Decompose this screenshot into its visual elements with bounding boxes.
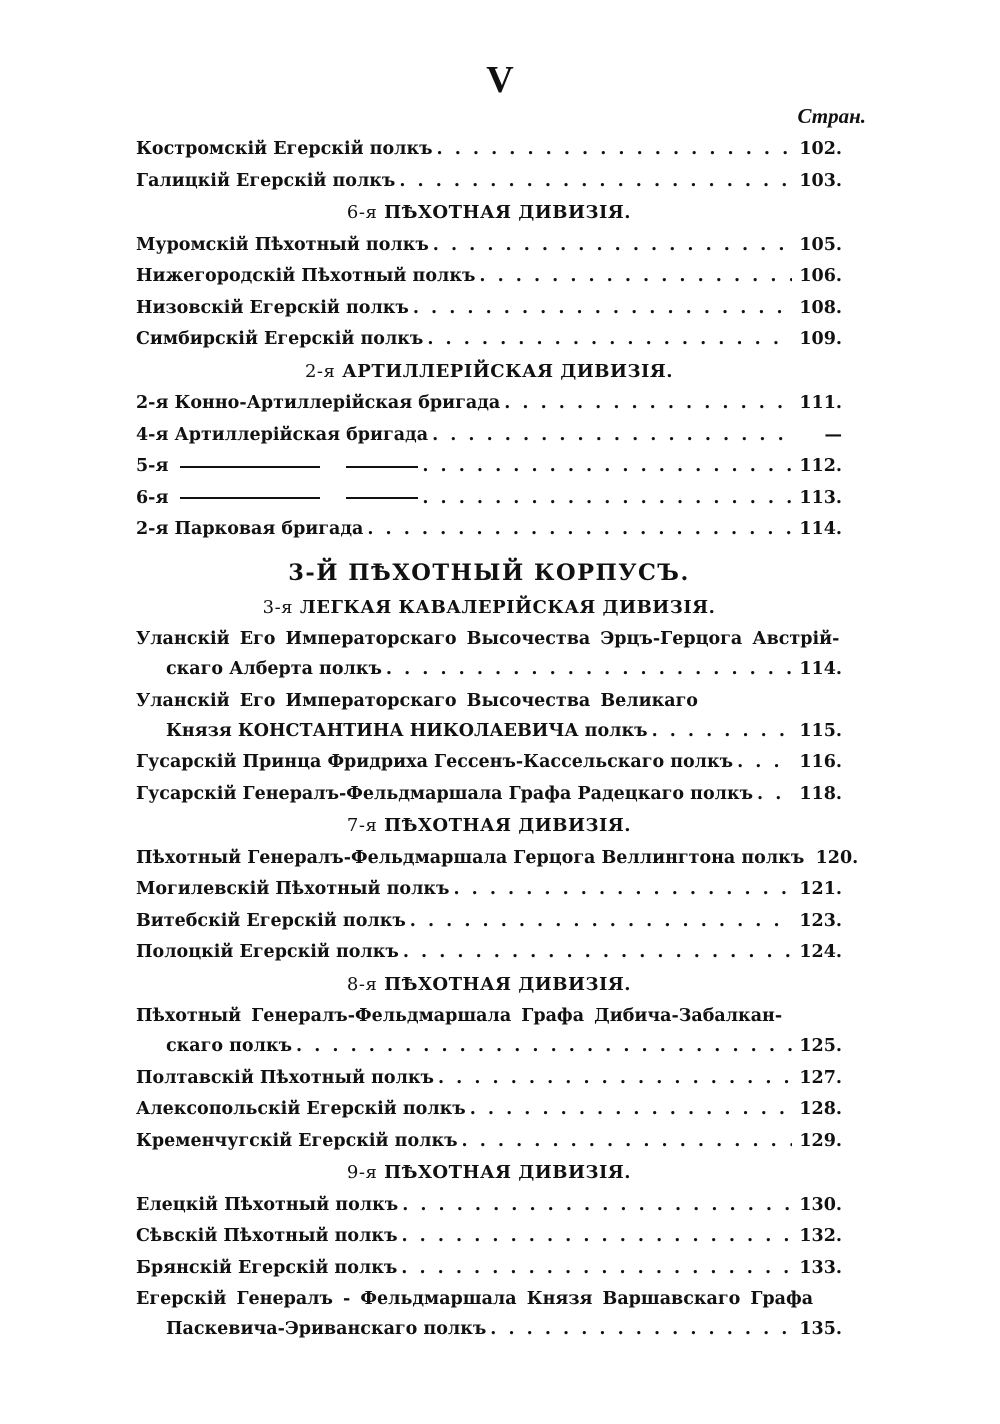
- toc-entry-label: 2-я Парковая бригада: [136, 519, 364, 539]
- toc-entry-label: Уланскій Его Императорскаго Высочества Эрцъ-Герцога Австрій-: [136, 629, 840, 649]
- toc-entry: [136, 937, 842, 969]
- toc-entry-page: —: [824, 424, 842, 445]
- page-column-header: Стран.: [797, 104, 866, 128]
- toc-entry-page: 115.: [799, 720, 842, 741]
- division-heading: [136, 592, 842, 625]
- toc-entry-label: Могилевскій Пѣхотный полкъ: [136, 879, 450, 899]
- toc-entry: [136, 1094, 842, 1126]
- toc-entry-page: 120.: [815, 847, 859, 868]
- toc-entry-label: Гусарскій Принца Фридриха Гессенъ-Кассельскаго полкъ: [136, 752, 734, 772]
- table-of-contents: [136, 134, 859, 1346]
- dot-leader: [504, 388, 792, 420]
- toc-entry-line: [136, 1284, 842, 1314]
- dot-leader: [757, 779, 792, 811]
- ditto-dash: [180, 497, 320, 499]
- toc-entry-label: Пѣхотный Генералъ-Фельдмаршала Графа Дибича-Забалкан-: [136, 1006, 783, 1026]
- toc-entry-page: 133.: [799, 1257, 842, 1278]
- toc-entry-page: 103.: [799, 170, 842, 191]
- division-heading: [136, 969, 842, 1002]
- toc-entry-label: Паскевича-Эриванскаго полкъ: [166, 1319, 487, 1339]
- toc-entry: [136, 1190, 842, 1222]
- toc-entry: [136, 230, 842, 262]
- ditto-dash: [346, 466, 418, 468]
- toc-entry-line: [136, 624, 842, 654]
- dot-leader: [437, 134, 792, 166]
- toc-entry-label: Сѣвскій Пѣхотный полкъ: [136, 1226, 398, 1246]
- division-heading: [136, 810, 842, 843]
- toc-entry-page: 127.: [799, 1067, 842, 1088]
- toc-entry: [136, 843, 859, 875]
- toc-entry-page: 114.: [799, 519, 842, 539]
- toc-entry-label: Егерскій Генералъ - Фельдмаршала Князя Варшавскаго Графа: [136, 1289, 814, 1309]
- toc-entry: [136, 134, 842, 166]
- toc-entry-label: Низовскій Егерскій полкъ: [136, 297, 409, 318]
- toc-entry: [136, 324, 842, 356]
- toc-entry-page: 112.: [799, 456, 842, 476]
- dot-leader: [737, 747, 792, 779]
- dot-leader: [438, 1063, 792, 1095]
- toc-entry-label: Витебскій Егерскій полкъ: [136, 910, 406, 931]
- corps-heading: 3-Й ПѢХОТНЫЙ КОРПУСЪ.: [288, 559, 690, 586]
- toc-entry: [136, 874, 842, 906]
- toc-entry: [136, 716, 842, 748]
- page-number: V: [486, 59, 514, 101]
- ditto-dash: [180, 466, 320, 468]
- dot-leader: [462, 1126, 792, 1158]
- toc-entry-line: [136, 686, 842, 716]
- toc-entry-page: 123.: [799, 910, 842, 931]
- dot-leader: [413, 293, 792, 325]
- dot-leader: [401, 1253, 792, 1285]
- toc-entry-label: Нижегородскій Пѣхотный полкъ: [136, 266, 476, 286]
- toc-entry-label: Симбирскій Егерскій полкъ: [136, 329, 424, 349]
- toc-entry-label: 6-я: [136, 487, 169, 508]
- toc-entry-page: 116.: [799, 752, 842, 772]
- dot-leader: [422, 483, 792, 515]
- toc-entry-page: 108.: [799, 297, 842, 318]
- toc-entry-page: 129.: [799, 1130, 842, 1151]
- division-heading: [136, 1157, 842, 1190]
- dot-leader: [427, 324, 792, 356]
- toc-entry-page: 125.: [799, 1036, 842, 1056]
- toc-entry: [136, 261, 842, 293]
- dot-leader: [652, 716, 792, 748]
- dot-leader: [470, 1094, 792, 1126]
- toc-entry-label: Костромскій Егерскій полкъ: [136, 139, 433, 159]
- toc-entry-page: 121.: [799, 879, 842, 899]
- division-title: ПѢХОТНАЯ ДИВИЗІЯ.: [384, 815, 632, 836]
- toc-entry-page: 102.: [799, 139, 842, 159]
- toc-entry-page: 132.: [799, 1226, 842, 1246]
- division-title: ПѢХОТНАЯ ДИВИЗІЯ.: [384, 202, 632, 223]
- toc-entry: [136, 166, 842, 198]
- toc-entry-page: 114.: [799, 659, 842, 679]
- toc-entry-page: 130.: [799, 1194, 842, 1215]
- toc-entry: [136, 1253, 842, 1285]
- toc-entry-label: 4-я Артиллерійская бригада: [136, 424, 429, 445]
- division-title: ПѢХОТНАЯ ДИВИЗІЯ.: [384, 973, 632, 995]
- ditto-dash: [346, 497, 418, 499]
- dot-leader: [479, 261, 792, 293]
- toc-entry: [136, 1126, 842, 1158]
- dot-leader: [432, 420, 792, 452]
- toc-entry: [136, 747, 842, 779]
- dot-leader: [422, 451, 792, 483]
- division-number: 6-я: [346, 202, 378, 223]
- toc-entry: [136, 420, 842, 452]
- toc-entry-page: 128.: [799, 1099, 842, 1119]
- toc-entry: [136, 293, 842, 325]
- toc-entry-label: Гусарскій Генералъ-Фельдмаршала Графа Радецкаго полкъ: [136, 783, 754, 804]
- toc-entry-label: Полтавскій Пѣхотный полкъ: [136, 1067, 434, 1088]
- toc-entry-label: Брянскій Егерскій полкъ: [136, 1257, 398, 1278]
- toc-entry-label: Муромскій Пѣхотный полкъ: [136, 234, 429, 255]
- ditto-dashes: [180, 451, 418, 483]
- division-heading: [136, 197, 842, 230]
- toc-entry-label: Кременчугскій Егерскій полкъ: [136, 1130, 458, 1151]
- toc-entry: [136, 514, 842, 546]
- division-number: 9-я: [346, 1162, 378, 1183]
- division-number: 2-я: [304, 360, 336, 382]
- toc-entry-label: 5-я: [136, 456, 169, 476]
- dot-leader: [402, 1221, 793, 1253]
- toc-entry: [136, 451, 842, 483]
- toc-entry-label: Галицкій Егерскій полкъ: [136, 170, 396, 191]
- toc-entry-page: 113.: [799, 487, 842, 508]
- dot-leader: [367, 514, 792, 546]
- ditto-dashes: [180, 483, 418, 515]
- division-title: АРТИЛЛЕРІЙСКАЯ ДИВИЗІЯ.: [342, 360, 674, 382]
- toc-entry-label: скаго полкъ: [166, 1036, 293, 1056]
- toc-entry-label: Князя КОНСТАНТИНА НИКОЛАЕВИЧА полкъ: [166, 720, 648, 741]
- dot-leader: [399, 166, 792, 198]
- division-number: 8-я: [346, 973, 378, 995]
- dot-leader: [410, 906, 792, 938]
- division-title: ПѢХОТНАЯ ДИВИЗІЯ.: [384, 1162, 632, 1183]
- toc-entry: [136, 483, 842, 515]
- dot-leader: [453, 874, 792, 906]
- toc-entry: [136, 779, 842, 811]
- toc-entry-page: 109.: [799, 329, 842, 349]
- toc-entry-label: Уланскій Его Императорскаго Высочества Великаго: [136, 690, 698, 711]
- toc-entry: [136, 1031, 842, 1063]
- division-number: 3-я: [262, 596, 294, 618]
- division-heading: [136, 356, 842, 389]
- dot-leader: [403, 937, 792, 969]
- toc-entry-page: 105.: [799, 234, 842, 255]
- toc-entry-page: 135.: [799, 1319, 842, 1339]
- toc-entry-label: Полоцкій Егерскій полкъ: [136, 942, 399, 962]
- dot-leader: [296, 1031, 792, 1063]
- dot-leader: [402, 1190, 792, 1222]
- toc-entry-label: Алексопольскій Егерскій полкъ: [136, 1099, 466, 1119]
- dot-leader: [386, 654, 792, 686]
- toc-entry-label: 2-я Конно-Артиллерійская бригада: [136, 393, 501, 413]
- toc-entry: [136, 388, 842, 420]
- toc-entry-line: [136, 1001, 842, 1031]
- division-number: 7-я: [346, 815, 378, 836]
- division-title: ЛЕГКАЯ КАВАЛЕРІЙСКАЯ ДИВИЗІЯ.: [299, 596, 716, 618]
- toc-entry-label: скаго Алберта полкъ: [166, 659, 382, 679]
- dot-leader: [490, 1314, 792, 1346]
- toc-entry-label: Пѣхотный Генералъ-Фельдмаршала Герцога Веллингтона полкъ: [136, 847, 805, 868]
- toc-entry: [136, 1063, 842, 1095]
- toc-entry: [136, 654, 842, 686]
- dot-leader: [433, 230, 792, 262]
- toc-entry-page: 106.: [799, 266, 842, 286]
- toc-entry-page: 111.: [799, 393, 842, 413]
- toc-entry-label: Елецкій Пѣхотный полкъ: [136, 1194, 399, 1215]
- toc-entry: [136, 906, 842, 938]
- toc-entry-page: 124.: [799, 942, 842, 962]
- toc-entry-page: 118.: [799, 783, 842, 804]
- toc-entry: [136, 1221, 842, 1253]
- toc-entry: [136, 1314, 842, 1346]
